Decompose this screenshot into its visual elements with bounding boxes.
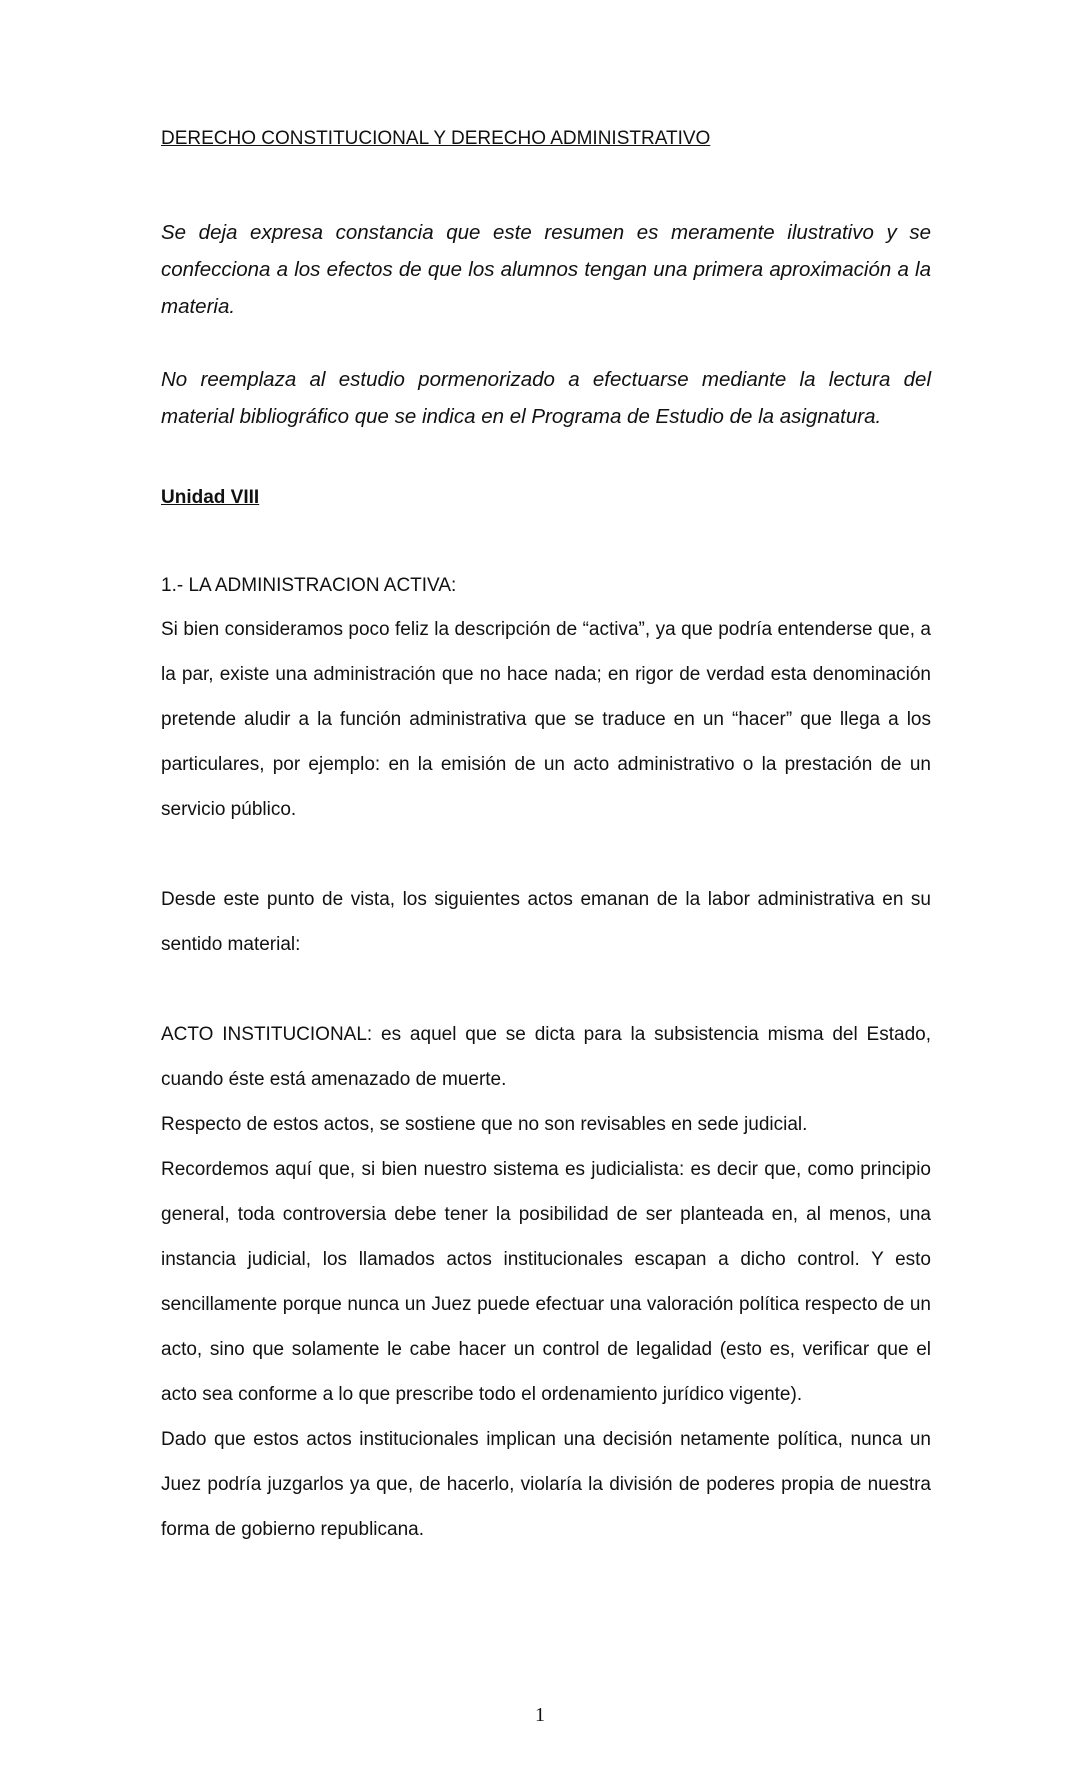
body-paragraph-4: Respecto de estos actos, se sostiene que no son revisables en sede judicial.: [161, 1114, 808, 1135]
page-number: 1: [535, 1704, 545, 1726]
disclaimer-paragraph-2: No reemplaza al estudio pormenorizado a efectuarse mediante la lectura del material bibliográfico que se indica en el Programa de Estudio de la asignatura.: [161, 368, 931, 428]
page-content: [161, 124, 931, 1552]
body-paragraph-6: Dado que estos actos institucionales implican una decisión netamente política, nunca un Juez podría juzgarlos ya que, de hacerlo, violaría la división de poderes propia de nuestra forma de gobierno republicana.: [161, 1429, 931, 1540]
disclaimer-paragraph-1: Se deja expresa constancia que este resumen es meramente ilustrativo y se confecciona a los efectos de que los alumnos tengan una primera aproximación a la materia.: [161, 221, 931, 318]
body-paragraph-1: Si bien consideramos poco feliz la descripción de “activa”, ya que podría entenderse que, a la par, existe una administración que no hace nada; en rigor de verdad esta denominación pretende aludir a la función administrativa que se traduce en un “hacer” que llega a los particulares, por ejemplo: en la emisión de un acto administrativo o la prestación de un servicio público.: [161, 619, 931, 820]
unit-heading: Unidad VIII: [161, 487, 260, 508]
body-paragraph-2: Desde este punto de vista, los siguientes actos emanan de la labor administrativa en su sentido material:: [161, 889, 931, 955]
document-title: DERECHO CONSTITUCIONAL Y DERECHO ADMINISTRATIVO: [161, 128, 711, 149]
body-paragraph-5: Recordemos aquí que, si bien nuestro sistema es judicialista: es decir que, como principio general, toda controversia debe tener la posibilidad de ser planteada en, al menos, una instancia judicial, los llamados actos institucionales escapan a dicho control. Y esto sencillamente porque nunca un Juez puede efectuar una valoración política respecto de un acto, sino que solamente le cabe hacer un control de legalidad (esto es, verificar que el acto sea conforme a lo que prescribe todo el ordenamiento jurídico vigente).: [161, 1159, 931, 1405]
section-heading: 1.- LA ADMINISTRACION ACTIVA:: [161, 575, 457, 596]
body-paragraph-3: ACTO INSTITUCIONAL: es aquel que se dicta para la subsistencia misma del Estado, cuando éste está amenazado de muerte.: [161, 1024, 931, 1090]
